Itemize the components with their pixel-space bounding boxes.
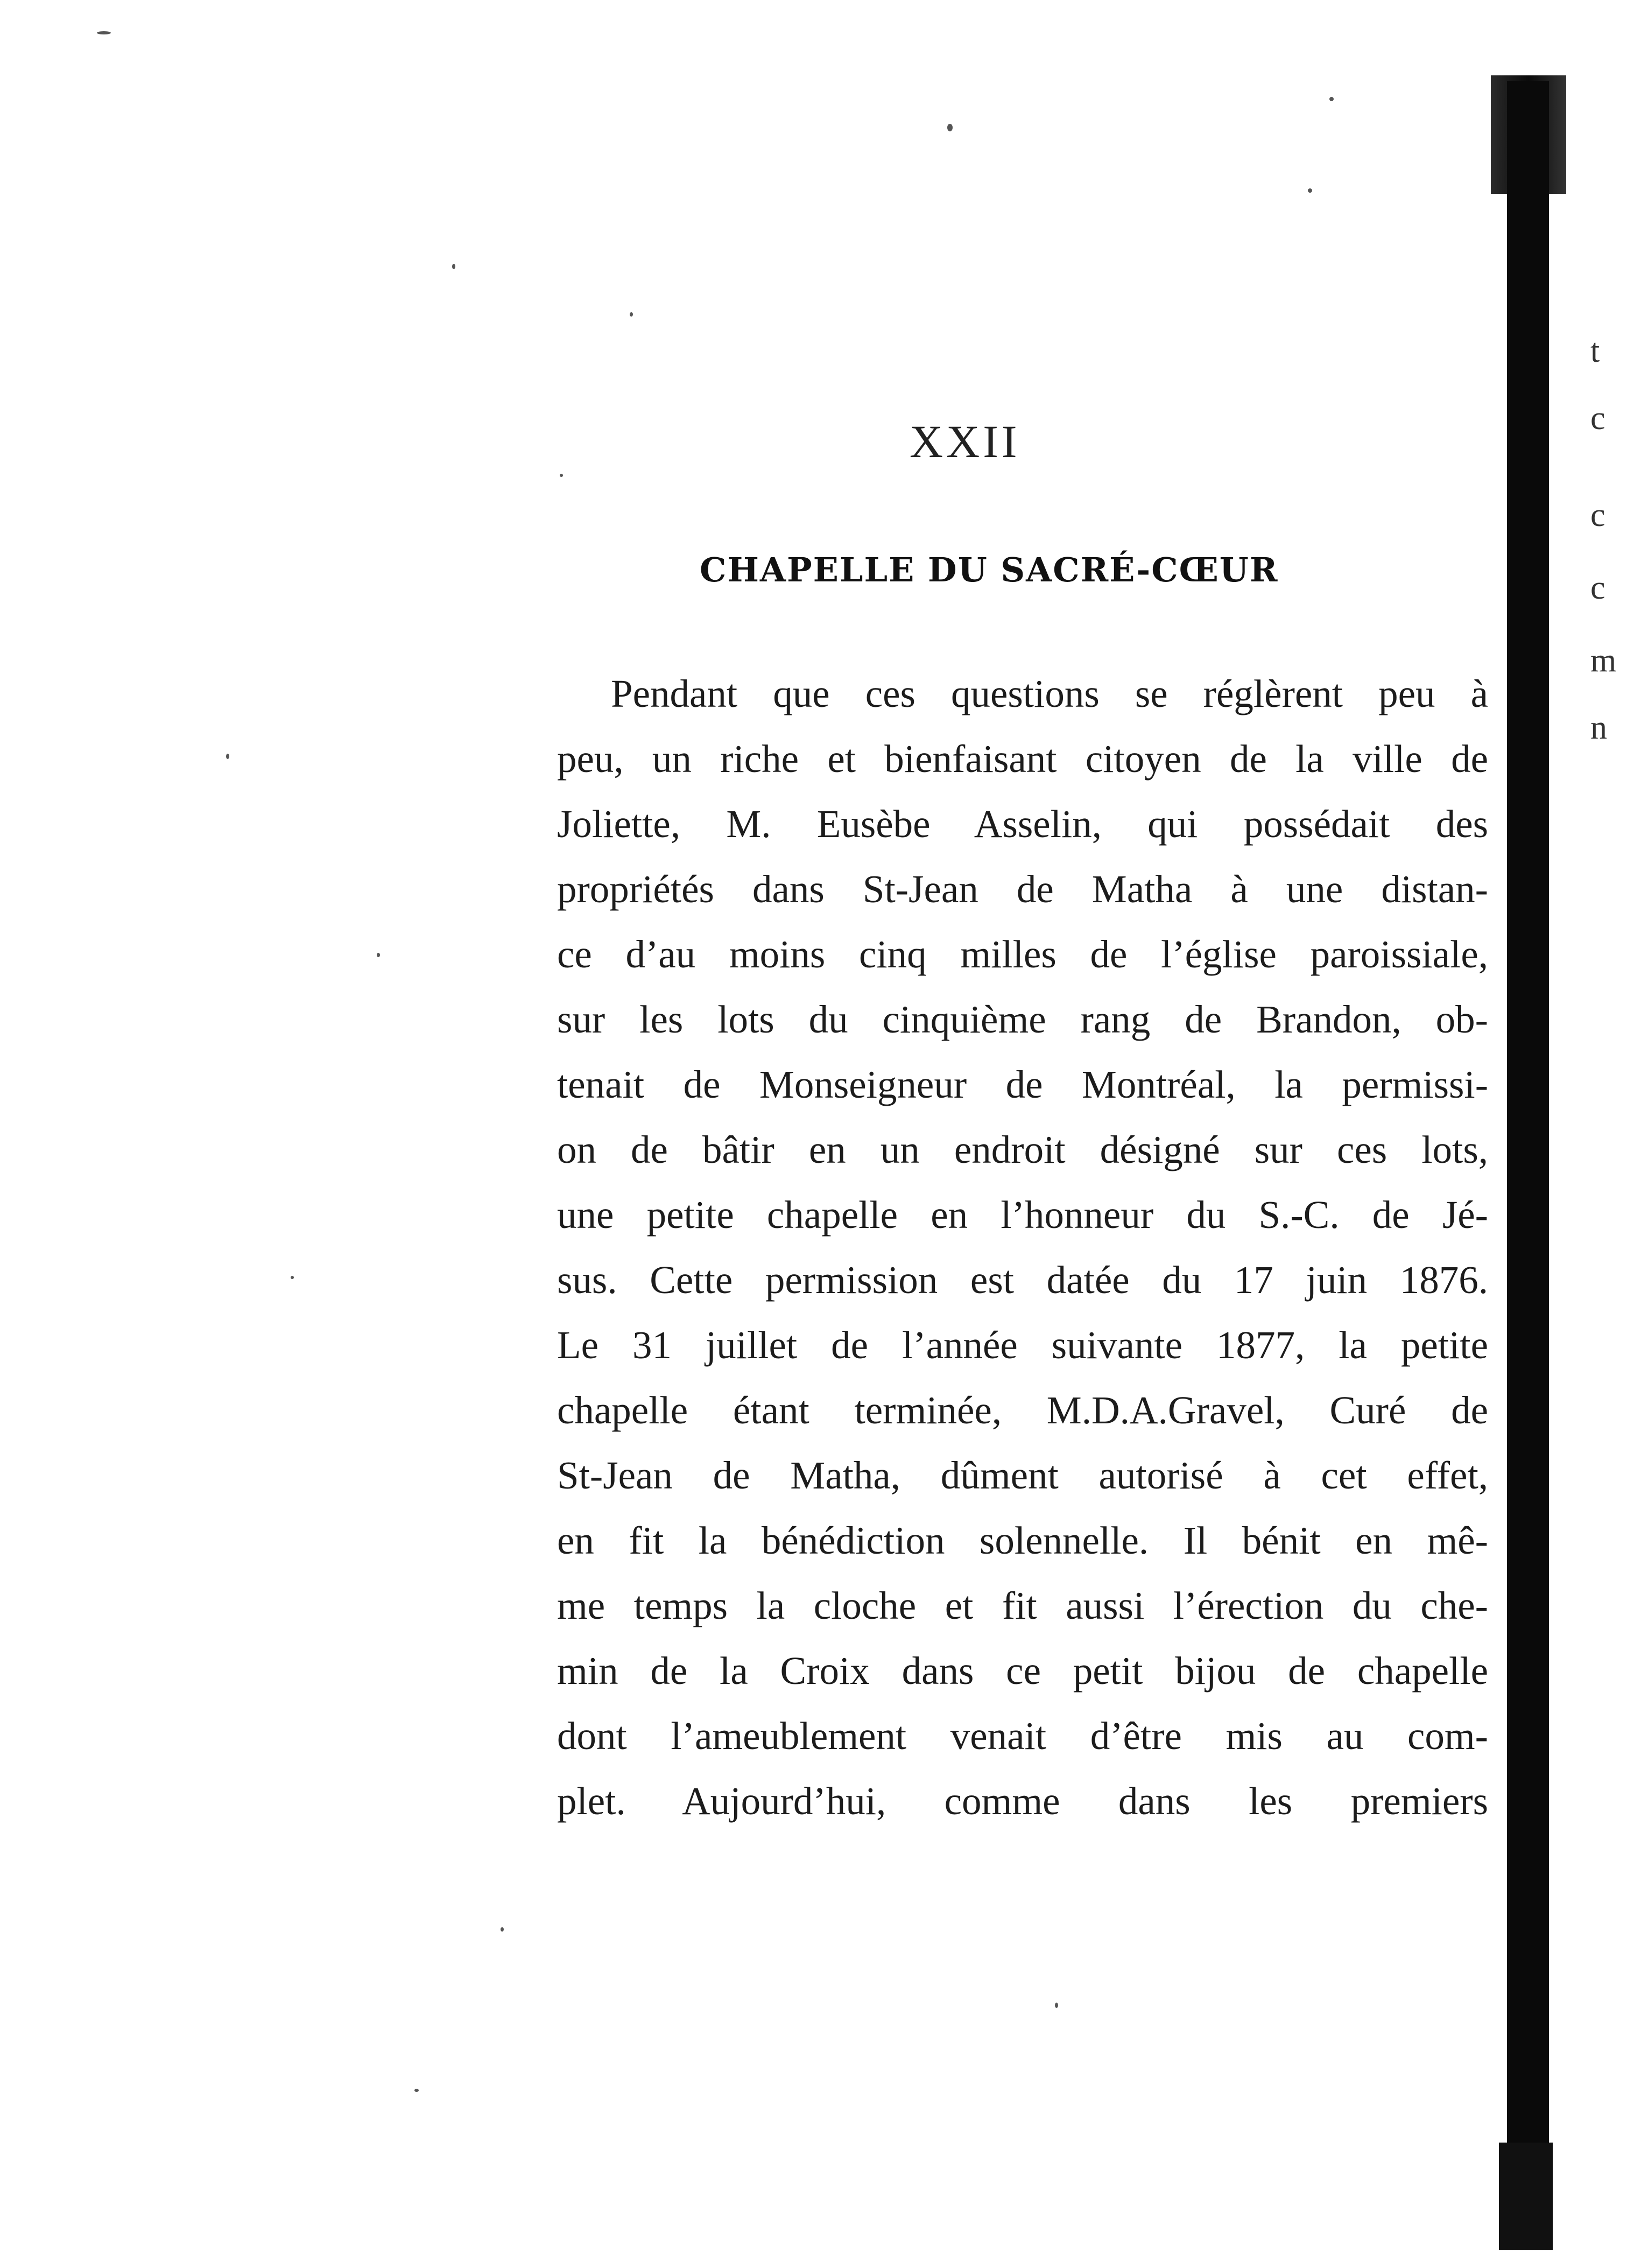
text-line: sur les lots du cinquième rang de Brandon, ob- — [557, 998, 1488, 1041]
text-line: on de bâtir en un endroit désigné sur ces lots, — [557, 1128, 1488, 1171]
next-page-fragment: m — [1590, 642, 1617, 679]
next-page-fragment: c — [1590, 570, 1605, 606]
text-line: min de la Croix dans ce petit bijou de chapelle — [557, 1649, 1488, 1693]
body-paragraph — [557, 661, 1488, 1834]
text-line: ce d’au moins cinq milles de l’église paroissiale, — [557, 932, 1488, 976]
scan-speck — [1308, 188, 1312, 193]
text-line: plet. Aujourd’hui, comme dans les premiers — [557, 1779, 1488, 1823]
text-line: Le 31 juillet de l’année suivante 1877, la petite — [557, 1323, 1488, 1367]
binding-shadow — [1507, 81, 1549, 2213]
text-line: une petite chapelle en l’honneur du S.-C. de Jé- — [557, 1193, 1488, 1237]
scan-speck — [1329, 97, 1334, 101]
text-line: St-Jean de Matha, dûment autorisé à cet effet, — [557, 1454, 1488, 1497]
scan-speck — [414, 2089, 419, 2092]
text-line: tenait de Monseigneur de Montréal, la permissi- — [557, 1063, 1488, 1106]
scan-speck — [501, 1927, 504, 1932]
scan-speck — [947, 124, 953, 131]
text-line: me temps la cloche et fit aussi l’érection du che- — [557, 1584, 1488, 1627]
chapter-title: CHAPELLE DU SACRÉ-CŒUR — [700, 550, 1279, 589]
scan-speck — [1055, 2003, 1058, 2008]
next-page-margin — [1590, 318, 1644, 762]
scan-speck — [97, 31, 111, 34]
scan-speck — [630, 312, 633, 317]
binding-shadow-bottom — [1499, 2143, 1553, 2250]
text-line: chapelle étant terminée, M.D.A.Gravel, Curé de — [557, 1388, 1488, 1432]
text-line: en fit la bénédiction solennelle. Il bénit en mê- — [557, 1519, 1488, 1562]
next-page-fragment: t — [1590, 333, 1600, 369]
scan-speck — [226, 754, 229, 759]
chapter-number: XXII — [910, 416, 1020, 467]
scan-speck — [377, 953, 380, 957]
text-line: Joliette, M. Eusèbe Asselin, qui possédait des — [557, 802, 1488, 846]
scan-speck — [452, 264, 455, 269]
text-line: Pendant que ces questions se réglèrent peu à — [611, 672, 1488, 715]
text-line: propriétés dans St-Jean de Matha à une distan- — [557, 867, 1488, 911]
text-line: dont l’ameublement venait d’être mis au com- — [557, 1714, 1488, 1758]
next-page-fragment: n — [1590, 710, 1607, 746]
scan-speck — [560, 474, 563, 477]
next-page-fragment: c — [1590, 400, 1605, 437]
text-line: sus. Cette permission est datée du 17 juin 1876. — [557, 1258, 1488, 1302]
next-page-fragment: c — [1590, 497, 1605, 533]
scan-speck — [291, 1276, 294, 1279]
text-line: peu, un riche et bienfaisant citoyen de la ville de — [557, 737, 1488, 781]
